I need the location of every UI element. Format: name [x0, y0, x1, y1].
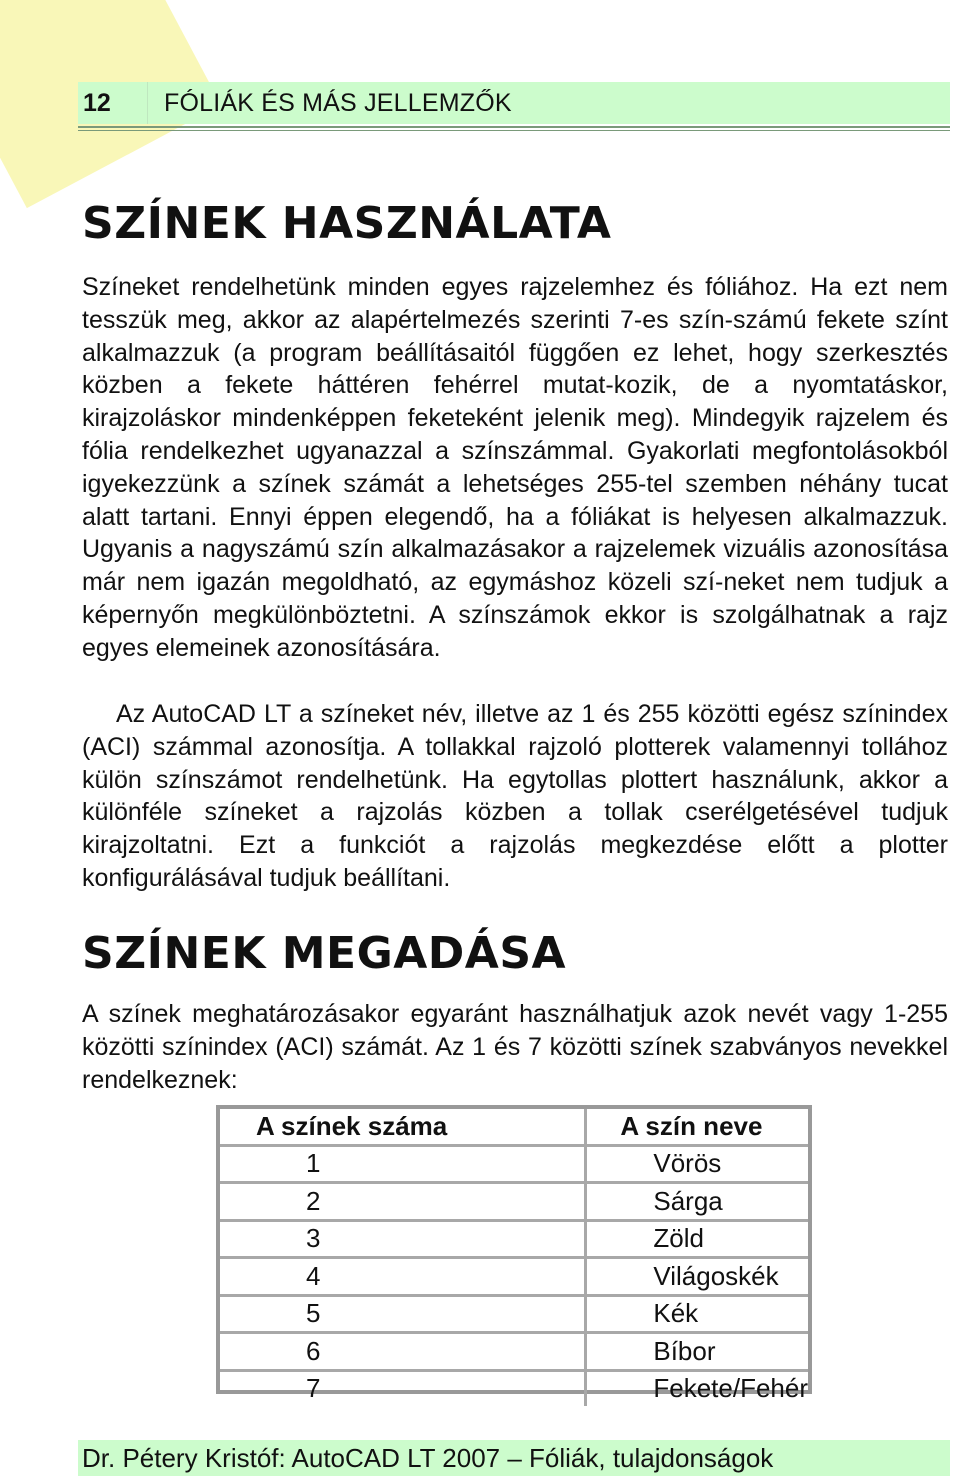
section-title-szinek-megadasa: SZÍNEK MEGADÁSA	[82, 928, 567, 979]
body-paragraph: A színek meghatározásakor egyaránt használhatjuk azok nevét vagy 1-255 közötti színindex (ACI) számát. Az 1 és 7 közötti színek szabványos nevekkel rendelkeznek:	[82, 1000, 948, 1094]
table-cell-name: Sárga	[586, 1183, 808, 1221]
color-table	[216, 1105, 812, 1404]
table-cell-number: 6	[220, 1333, 586, 1371]
table-cell-name: Vörös	[586, 1145, 808, 1183]
table-cell-number: 7	[220, 1370, 586, 1406]
table-row	[220, 1220, 808, 1258]
chapter-title: FÓLIÁK ÉS MÁS JELLEMZŐK	[164, 88, 512, 117]
header-divider	[78, 126, 950, 131]
table-row	[220, 1333, 808, 1371]
table-header-row	[220, 1109, 808, 1145]
table-cell-number: 5	[220, 1295, 586, 1333]
table-cell-number: 4	[220, 1258, 586, 1296]
section-title-szinek-hasznalata: SZÍNEK HASZNÁLATA	[82, 198, 612, 249]
table-header-cell: A szín neve	[586, 1109, 808, 1145]
table-cell-name: Kék	[586, 1295, 808, 1333]
table-cell-name: Fekete/Fehér	[653, 1373, 808, 1404]
table-row	[220, 1295, 808, 1333]
page-header	[78, 82, 950, 124]
page-footer: Dr. Pétery Kristóf: AutoCAD LT 2007 – Fóliák, tulajdonságok	[78, 1440, 950, 1476]
body-paragraph: Színeket rendelhetünk minden egyes rajzelemhez és fóliához. Ha ezt nem tesszük meg, akkor az alapértelmezés szerinti 7-es szín-számú fekete színt alkalmazzuk (a program beállításaitól függően ez lehet, hogy szerkesztés közben a fekete háttéren fehérrel mutat-kozik, de a nyomtatáskor, kirajzoláskor mindenképpen feketeként jelenik meg). Mindegyik rajzelem és fólia rendelkezhet ugyanazzal a színszámmal. Gyakorlati megfontolásokból igyekezzünk a színek számát a lehetséges 255-tel szemben néhány tucat alatt tartani. Ennyi éppen elegendő, ha a fóliákat is helyesen alkalmazzuk. Ugyanis a nagyszámú szín alkalmazásakor a rajzelemek vizuális azonosítása már nem igazán megoldható, az egymáshoz közeli szí-neket nem tudjuk a képernyőn megkülönböztetni. A színszámok ekkor is szolgálhatnak a rajz egyes elemeinek azonosítására.	[82, 273, 948, 662]
table-cell-number: 1	[220, 1145, 586, 1183]
page-number: 12	[78, 82, 148, 124]
table-header-cell: A színek száma	[220, 1109, 586, 1145]
table-row	[220, 1183, 808, 1221]
table-row	[220, 1370, 808, 1406]
body-paragraph: Az AutoCAD LT a színeket név, illetve az 1 és 255 közötti egész színindex (ACI) számmal azonosítja. A tollakkal rajzoló plotterek valamennyi tollához külön színszámot rendelhetünk. Ha egytollas plottert használunk, akkor a különféle színeket a rajzolás közben a tollak cserélgetésével tudjuk kirajzoltatni. Ezt a funkciót a rajzolás megkezdése előtt a plotter konfigurálásával tudjuk beállítani.	[82, 700, 948, 892]
table-cell-number: 2	[220, 1183, 586, 1221]
table-row	[220, 1145, 808, 1183]
table-cell-number: 3	[220, 1220, 586, 1258]
table-cell-name: Bíbor	[586, 1333, 808, 1371]
table-cell-name: Zöld	[586, 1220, 808, 1258]
table-cell-name: Világoskék	[586, 1258, 808, 1296]
table-row	[220, 1258, 808, 1296]
